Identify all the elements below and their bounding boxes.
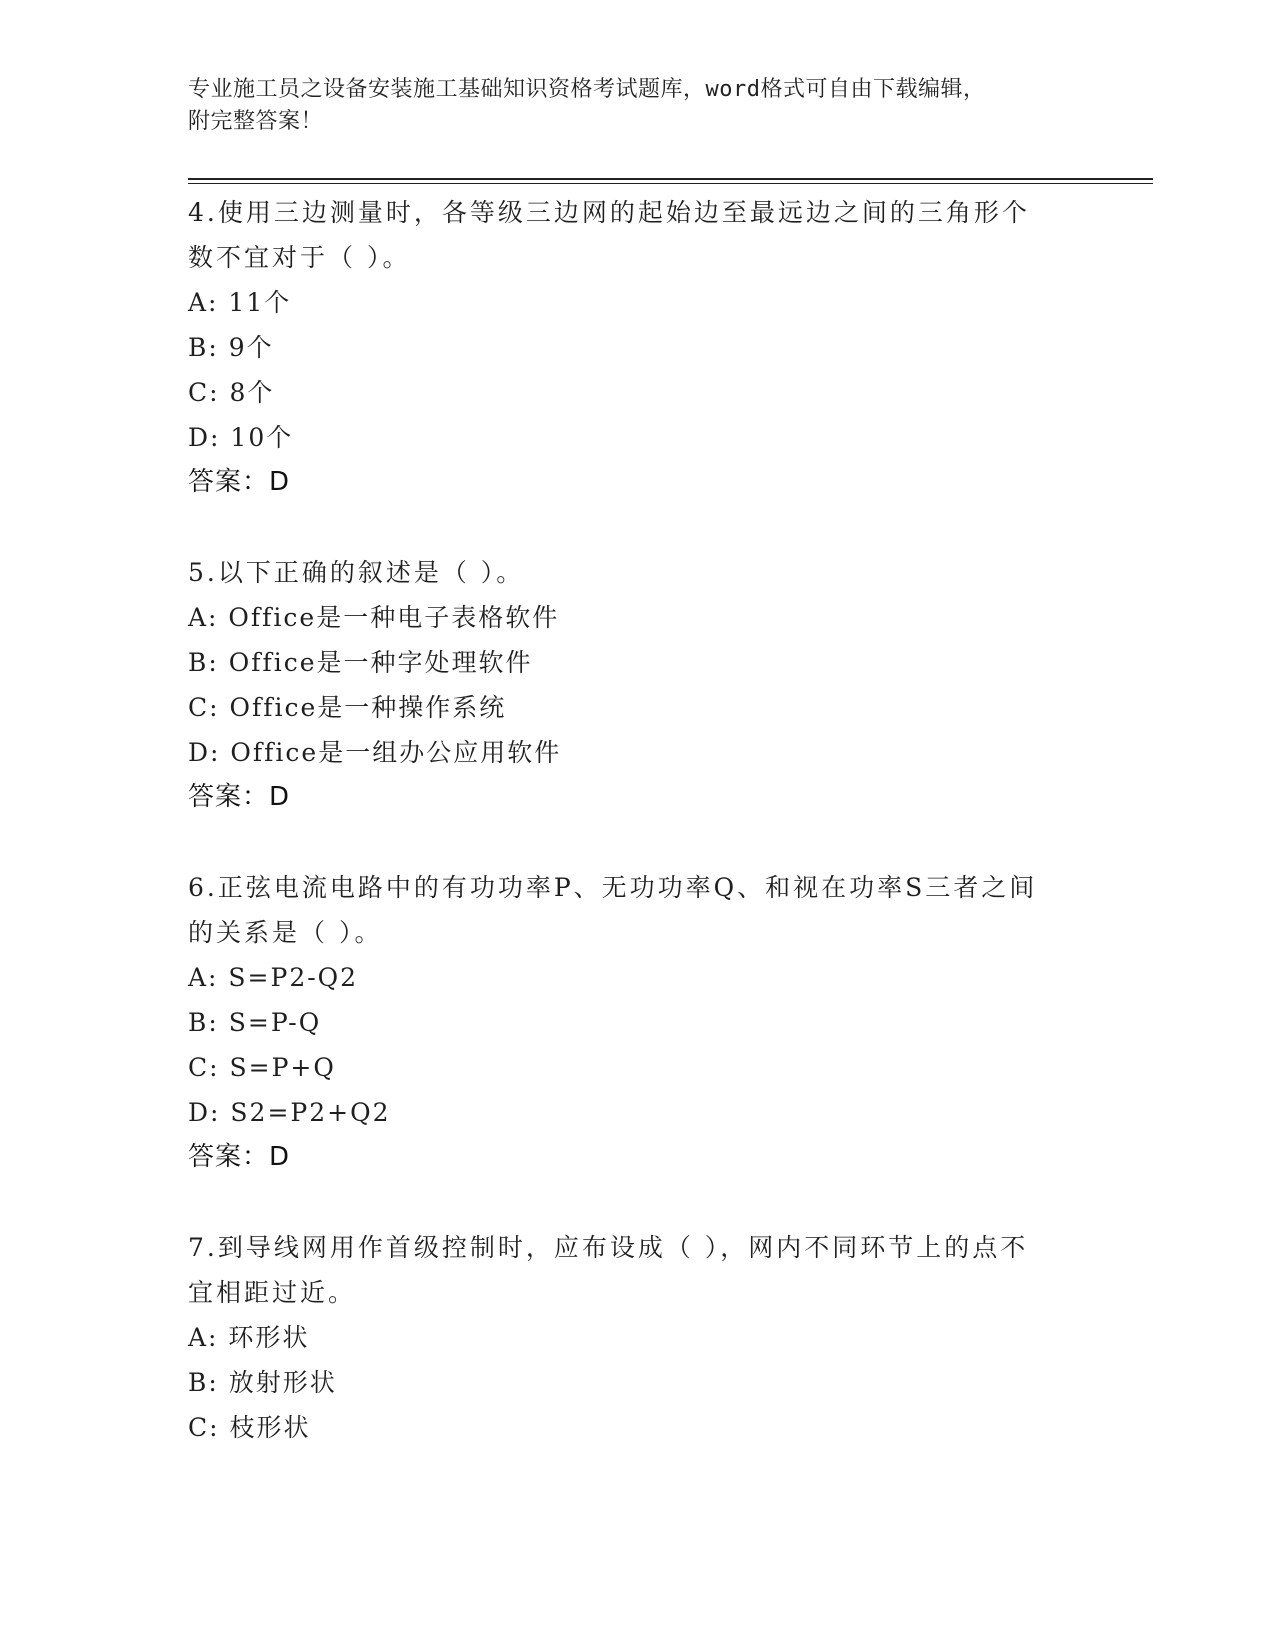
question-7 xyxy=(188,1225,1088,1450)
document-header xyxy=(188,74,1068,138)
option-d: D: Office是一组办公应用软件 xyxy=(188,738,562,767)
option-d: D: 10个 xyxy=(188,423,294,452)
question-5 xyxy=(188,550,1088,820)
question-list xyxy=(188,190,1088,1495)
question-4 xyxy=(188,190,1088,505)
option-c: C: 8个 xyxy=(188,378,275,407)
option-c: C: Office是一种操作系统 xyxy=(188,693,507,722)
option-b: B: 放射形状 xyxy=(188,1368,337,1397)
question-text-line: 4.使用三边测量时，各等级三边网的起始边至最远边之间的三角形个 xyxy=(188,198,1030,227)
question-text-line: 6.正弦电流电路中的有功功率P、无功功率Q、和视在功率S三者之间 xyxy=(188,873,1038,902)
answer-label: 答案：D xyxy=(188,782,291,812)
question-text-line: 的关系是（ ）。 xyxy=(188,918,383,947)
option-d: D: S2=P2+Q2 xyxy=(188,1098,391,1127)
option-b: B: S=P-Q xyxy=(188,1008,322,1037)
header-line-1: 专业施工员之设备安装施工基础知识资格考试题库，word格式可自由下载编辑， xyxy=(188,77,986,102)
option-a: A: 11个 xyxy=(188,288,292,317)
answer-label: 答案：D xyxy=(188,1142,291,1172)
header-divider xyxy=(188,178,1153,184)
question-6 xyxy=(188,865,1088,1180)
question-text-line: 宜相距过近。 xyxy=(188,1278,357,1307)
answer-label: 答案：D xyxy=(188,467,291,497)
header-line-2: 附完整答案！ xyxy=(188,109,324,134)
question-text-line: 5.以下正确的叙述是（ ）。 xyxy=(188,558,525,587)
option-a: A: Office是一种电子表格软件 xyxy=(188,603,560,632)
option-c: C: S=P+Q xyxy=(188,1053,336,1082)
option-a: A: 环形状 xyxy=(188,1323,310,1352)
option-a: A: S=P2-Q2 xyxy=(188,963,359,992)
question-text-line: 7.到导线网用作首级控制时，应布设成（ ），网内不同环节上的点不 xyxy=(188,1233,1029,1262)
option-c: C: 枝形状 xyxy=(188,1413,311,1442)
option-b: B: Office是一种字处理软件 xyxy=(188,648,533,677)
question-text-line: 数不宜对于（ ）。 xyxy=(188,243,411,272)
option-b: B: 9个 xyxy=(188,333,274,362)
